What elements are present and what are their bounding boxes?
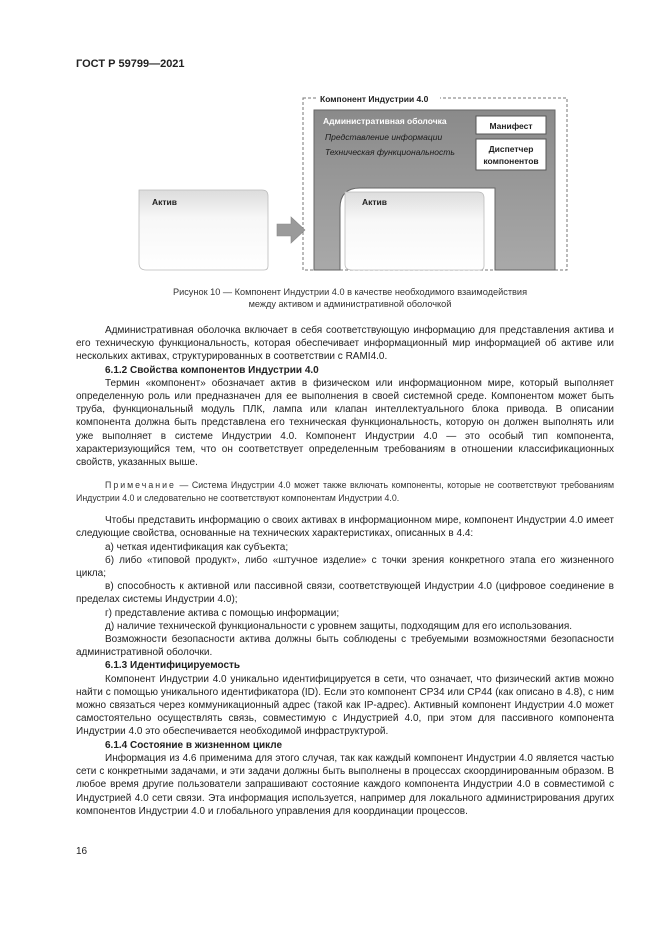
tech-functionality-label: Техническая функциональность (325, 147, 455, 157)
figure-caption (100, 286, 600, 310)
list-item: а) четкая идентификация как субъекта; (105, 541, 289, 553)
component-manager-line2: компонентов (483, 156, 539, 166)
list-item: д) наличие технической функциональности с уровнем защиты, подходящим для его использования. (105, 620, 573, 632)
paragraph: Чтобы представить информацию о своих активах в информационном мире, компонент Индустрии 4.0 имеет следующие свойства, основанные на технических характеристиках, описанных в 4.4: (76, 515, 614, 540)
admin-shell-label: Административная оболочка (323, 116, 447, 126)
section-heading-6-1-2: 6.1.2 Свойства компонентов Индустрии 4.0 (105, 364, 319, 376)
figure-10-diagram (0, 0, 661, 300)
caption-line-1: Рисунок 10 — Компонент Индустрии 4.0 в качестве необходимого взаимодействия (172, 287, 528, 297)
document-header: ГОСТ Р 59799—2021 (76, 58, 185, 70)
paragraph: Возможности безопасности актива должны быть соблюдены с требуемыми возможностями безопасности административной оболочки. (76, 634, 614, 659)
list-item: г) представление актива с помощью информации; (105, 607, 340, 619)
paragraph: Административная оболочка включает в себя соответствующую информацию для представления актива и его техническую функциональность, которая обеспечивает информационный мир информацией об активе или нескольких активах, структурированных в соответствии с RAMI4.0. (76, 325, 614, 363)
page-number: 16 (76, 846, 88, 857)
asset-left-label: Актив (152, 197, 178, 207)
list-item: б) либо «типовой продукт», либо «штучное изделие» с точки зрения конкретного этапа его жизненного цикла; (76, 554, 614, 580)
section-heading-6-1-4: 6.1.4 Состояние в жизненном цикле (105, 739, 283, 751)
manifest-label: Манифест (489, 121, 533, 131)
paragraph: Компонент Индустрии 4.0 уникально идентифицируется в сети, что означает, что физический актив можно найти с помощью уникального идентификатора (ID). Если это компонент СР34 или СР44 (как описано в 4.8), с ним можно связаться через коммуникационный адрес (такой как IP-адрес). Активный компонент Индустрии 4.0 может самостоятельно осуществлять связь, совместимую с Индустрией 4.0, при этом для пассивного компонента Индустрии 4.0 это обеспечивается необходимой инфраструктурой. (76, 673, 614, 738)
paragraph: Термин «компонент» обозначает актив в физическом или информационном мире, который выполняет определенную роль или предназначен для ее выполнения в своей системной среде. Компонентом может быть труба, функциональный модуль ПЛК, лампа или клапан интеллектуального блока привода. В описании компонента должна быть представлена его техническая функциональность, которую он должен выполнять или уже выполняет в системе Индустрии 4.0. Компонент Индустрии 4.0 — это особый тип компонента, характеризующийся тем, что он соответствует определенным требованиям в отношении классификационных свойств, указанных выше. (76, 377, 614, 469)
info-representation-label: Представление информации (325, 132, 443, 142)
note-text: — Система Индустрии 4.0 может также включать компоненты, которые не соответствуют требованиям Индустрии 4.0 и следовательно не соответствуют компонентам Индустрии 4.0. (76, 480, 614, 503)
component-manager-line1: Диспетчер (488, 144, 534, 154)
note (76, 479, 614, 504)
caption-line-2: между активом и административной оболочкой (248, 299, 452, 309)
arrow-right-icon (277, 217, 305, 243)
list-item: в) способность к активной или пассивной связи, соответствующей Индустрии 4.0 (цифровое соединение в пределах системы Индустрии 4.0); (76, 581, 614, 606)
paragraph: Информация из 4.6 применима для этого случая, так как каждый компонент Индустрии 4.0 является частью сети с конкретными задачами, и эти задачи должны быть выполнены в процессах скоординированным образом. В любое время другие пользователи запрашивают состояние каждого компонента Индустрии 4.0 в совместимой с Индустрией 4.0 сети связи. Эта информация используется, например для локального администрирования других компонентов Индустрии 4.0 и глобального управления для координации процессов. (76, 752, 614, 817)
body-text (76, 324, 614, 818)
asset-right-label: Актив (362, 197, 388, 207)
section-heading-6-1-3: 6.1.3 Идентифицируемость (105, 660, 241, 672)
note-label: Примечание (105, 480, 176, 491)
component-label: Компонент Индустрии 4.0 (320, 94, 429, 104)
